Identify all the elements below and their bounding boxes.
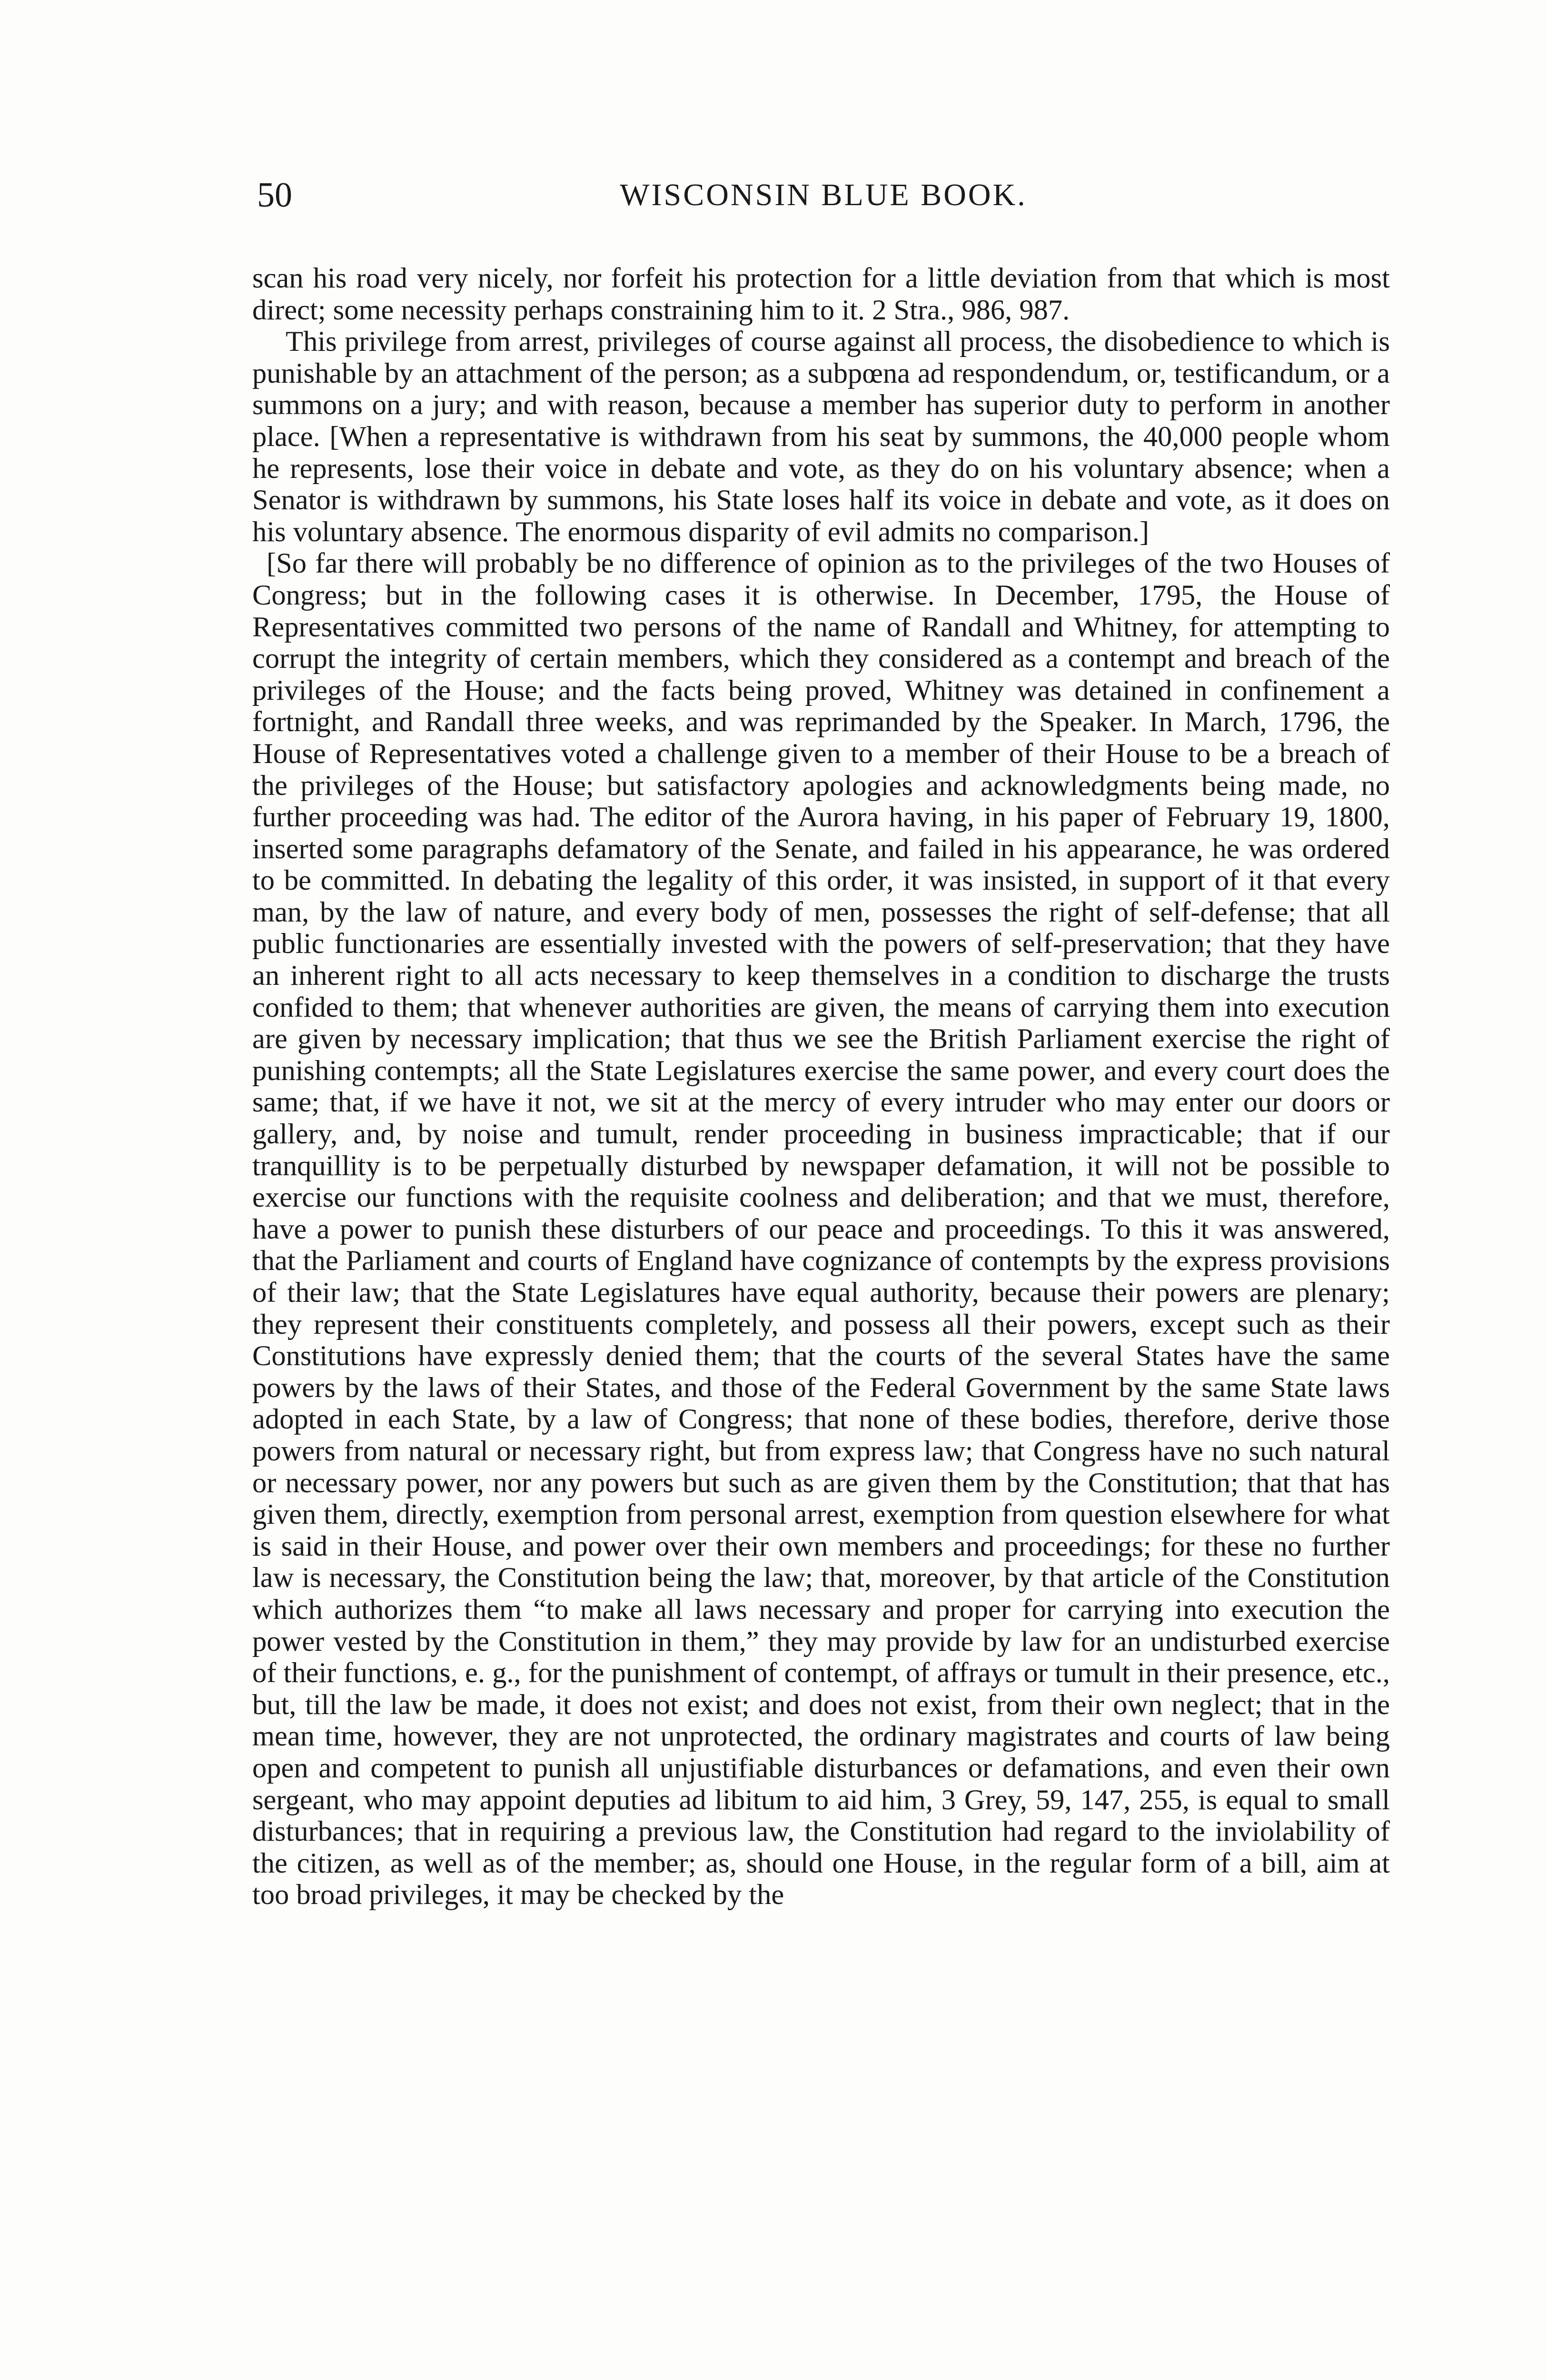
page-number: 50 (257, 176, 292, 215)
running-title: WISCONSIN BLUE BOOK. (620, 178, 1027, 212)
paragraph-continued: scan his road very nicely, nor forfeit his protection for a little deviation from that which is most direct; some necessity perhaps constraining him to it. 2 Stra., 986, 987. (252, 262, 1390, 326)
paragraph-privilege-from-arrest: This privilege from arrest, privileges of course against all process, the disobedience to which is punishable by an attachment of the person; as a subpœna ad respondendum, or, testificandum, or a summons on a jury; and with reason, because a member has superior duty to perform in another place. [When a representative is withdrawn from his seat by summons, the 40,000 people whom he represents, lose their voice in debate and vote, as they do on his voluntary absence; when a Senator is withdrawn by summons, his State loses half its voice in debate and vote, as it does on his voluntary absence. The enormous disparity of evil admits no comparison.] (252, 326, 1390, 548)
paragraph-contempt-cases: [So far there will probably be no difference of opinion as to the privileges of the two Houses of Congress; but in the following cases it is otherwise. In December, 1795, the House of Representatives committed two persons of the name of Randall and Whitney, for attempting to corrupt the integrity of certain members, which they considered as a contempt and breach of the privileges of the House; and the facts being proved, Whitney was detained in confinement a fortnight, and Randall three weeks, and was reprimanded by the Speaker. In March, 1796, the House of Representatives voted a challenge given to a member of their House to be a breach of the privileges of the House; but satisfactory apologies and acknowledgments being made, no further proceeding was had. The editor of the Aurora having, in his paper of February 19, 1800, inserted some paragraphs defamatory of the Senate, and failed in his appearance, he was ordered to be committed. In debating the legality of this order, it was insisted, in support of it that every man, by the law of nature, and every body of men, possesses the right of self-defense; that all public functionaries are essentially invested with the powers of self-preservation; that they have an inherent right to all acts necessary to keep themselves in a condition to discharge the trusts confided to them; that whenever authorities are given, the means of carrying them into execution are given by necessary implication; that thus we see the British Parliament exercise the right of punishing contempts; all the State Legislatures exercise the same power, and every court does the same; that, if we have it not, we sit at the mercy of every intruder who may enter our doors or gallery, and, by noise and tumult, render proceeding in business impracticable; that if our tranquillity is to be perpetually disturbed by newspaper defamation, it will not be possible to exercise our functions with the requisite coolness and deliberation; and that we must, therefore, have a power to punish these disturbers of our peace and proceedings. To this it was answered, that the Parliament and courts of England have cognizance of contempts by the express provisions of their law; that the State Legislatures have equal authority, because their powers are plenary; they represent their constituents completely, and possess all their powers, except such as their Constitutions have expressly denied them; that the courts of the several States have the same powers by the laws of their States, and those of the Federal Government by the same State laws adopted in each State, by a law of Congress; that none of these bodies, therefore, derive those powers from natural or necessary right, but from express law; that Congress have no such natural or necessary power, nor any powers but such as are given them by the Constitution; that that has given them, directly, exemption from personal arrest, exemption from question elsewhere for what is said in their House, and power over their own members and proceedings; for these no further law is necessary, the Constitution being the law; that, moreover, by that article of the Constitution which authorizes them “to make all laws necessary and proper for carrying into execution the power vested by the Constitution in them,” they may provide by law for an undisturbed exercise of their functions, e. g., for the punishment of contempt, of affrays or tumult in their presence, etc., but, till the law be made, it does not exist; and does not exist, from their own neglect; that in the mean time, however, they are not unprotected, the ordinary magistrates and courts of law being open and competent to punish all unjustifiable disturbances or defamations, and even their own sergeant, who may appoint deputies ad libitum to aid him, 3 Grey, 59, 147, 255, is equal to small disturbances; that in requiring a previous law, the Constitution had regard to the inviolability of the citizen, as well as of the member; as, should one House, in the regular form of a bill, aim at too broad privileges, it may be checked by the (252, 547, 1390, 1911)
running-head (257, 169, 1390, 221)
body-text (252, 263, 1390, 1911)
